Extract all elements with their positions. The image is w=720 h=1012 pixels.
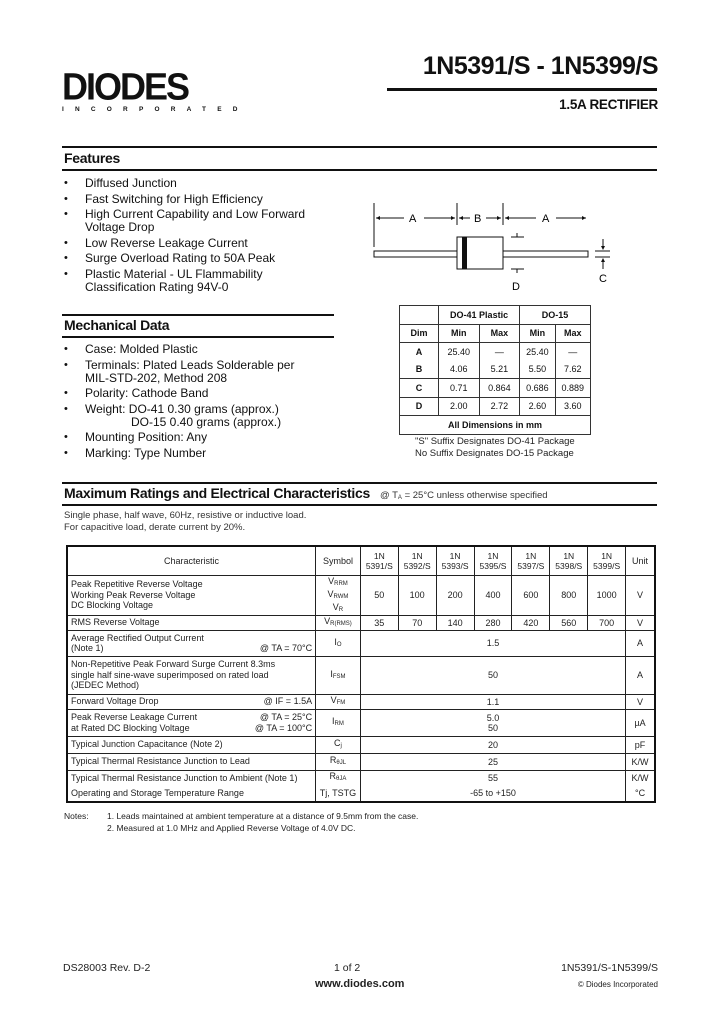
dim-label-d: D [512, 281, 520, 293]
symbol-cell [316, 615, 361, 630]
document-title: 1N5391/S - 1N5399/S [422, 52, 658, 80]
package-notes [415, 436, 575, 460]
value-cell: 600 [512, 575, 550, 615]
unit-cell: A [626, 630, 655, 656]
symbol [319, 695, 357, 708]
dim-label-c: C [599, 273, 607, 285]
characteristic-text: Forward Voltage Drop [71, 696, 159, 707]
table-row: B 4.06 5.21 5.50 7.62 [400, 361, 591, 379]
condition-text: @ TA = 70°C [259, 643, 313, 653]
col-header-dim: Dim [400, 324, 439, 343]
ratings-table [66, 545, 656, 803]
list-item: • Low Reverse Leakage Current [64, 237, 344, 250]
symbol-cell [316, 736, 361, 753]
symbol-cell [316, 709, 361, 736]
symbol [319, 738, 357, 751]
characteristic-cell [67, 694, 316, 709]
header-symbol: Symbol [316, 546, 361, 575]
part-prefix: 1N [563, 550, 575, 561]
table-row [67, 656, 655, 694]
header-part-5399-s [588, 546, 626, 575]
footer-website-link[interactable]: www.diodes.com [315, 978, 405, 990]
characteristic-line [71, 712, 312, 723]
symbol-cell [316, 575, 361, 615]
symbol-sub: FSM [332, 673, 346, 680]
table-row: C 0.71 0.864 0.686 0.889 [400, 379, 591, 398]
table-row [67, 575, 655, 615]
dim-label-a-right: A [542, 213, 550, 225]
characteristic-text: RMS Reverse Voltage [71, 617, 160, 628]
symbol-main: R [329, 755, 337, 765]
condition-text: @ TA = 25°C [259, 712, 313, 722]
list-item: • Plastic Material - UL Flammability Classification Rating 94V-0 [64, 268, 344, 294]
condition-text: @ IF = 1.5A [263, 696, 313, 707]
header-unit: Unit [626, 546, 655, 575]
col-header-max: Max [555, 324, 590, 343]
symbol [319, 771, 357, 784]
value-cell-span: -65 to +150 [360, 785, 625, 802]
group-header-do15: DO-15 [520, 306, 591, 325]
part-number: 5393/S [441, 560, 469, 571]
characteristic-text: Peak Repetitive Reverse Voltage [71, 579, 203, 590]
features-rule-bottom [62, 169, 657, 171]
characteristic-text: Non-Repetitive Peak Forward Surge Current 8.3ms [71, 659, 276, 670]
symbol-sub: RM [334, 721, 344, 727]
dim-label-b: B [474, 213, 482, 225]
list-item: • Case: Molded Plastic [64, 343, 344, 356]
characteristic-cell [67, 656, 316, 694]
characteristic-line [71, 696, 312, 707]
ratings-heading [64, 485, 548, 501]
characteristic-cell [67, 785, 316, 802]
characteristic-cell [67, 630, 316, 656]
value-cell: 400 [474, 575, 512, 615]
characteristic-text: at Rated DC Blocking Voltage [71, 722, 190, 733]
features-rule-top [62, 146, 657, 148]
footer-part-range: 1N5391/S-1N5399/S [561, 962, 658, 974]
dimensions-table [399, 305, 591, 435]
value-cell-span: 20 [360, 736, 625, 753]
header-part-5395-s [474, 546, 512, 575]
list-item: • High Current Capability and Low Forward Voltage Drop [64, 208, 344, 234]
symbol-sub: R(RMS) [330, 621, 352, 627]
unit-cell: K/W [626, 770, 655, 785]
characteristic-cell [67, 770, 316, 785]
header-part-5392-s [398, 546, 436, 575]
condition-text: @ TA = 100°C [254, 722, 313, 733]
part-prefix: 1N [411, 550, 423, 561]
table-row [67, 694, 655, 709]
symbol: Tj, TSTG [319, 788, 357, 798]
list-item: • Marking: Type Number [64, 447, 344, 460]
ratings-rule-top [62, 482, 657, 484]
symbol [319, 716, 357, 729]
list-item: • Fast Switching for High Efficiency [64, 193, 344, 206]
ratings-title: Maximum Ratings and Electrical Characteristics [64, 485, 370, 501]
value-cell-span [360, 709, 625, 736]
part-prefix: 1N [525, 550, 537, 561]
table-row [67, 630, 655, 656]
dim-label-a-left: A [409, 213, 417, 225]
title-rule [387, 88, 657, 91]
symbol-cell [316, 753, 361, 770]
table-row [67, 753, 655, 770]
value-cell: 280 [474, 615, 512, 630]
value-cell: 200 [436, 575, 474, 615]
symbol [319, 669, 357, 682]
value-cell-span: 50 [360, 656, 625, 694]
value-cell: 800 [550, 575, 588, 615]
characteristic-text: Working Peak Reverse Voltage [71, 589, 196, 600]
characteristic-cell [67, 753, 316, 770]
value-cell: 420 [512, 615, 550, 630]
characteristic-text: DC Blocking Voltage [71, 600, 154, 611]
value-cell: 100 [398, 575, 436, 615]
value-cell: 50 [360, 575, 398, 615]
characteristic-cell [67, 615, 316, 630]
value-cell: 70 [398, 615, 436, 630]
notes-section [64, 811, 418, 834]
symbol-main: R [329, 771, 337, 782]
unit-cell: A [626, 656, 655, 694]
characteristic-text: (JEDEC Method) [71, 680, 140, 691]
symbol-main: V [324, 616, 331, 626]
symbol-main: I [330, 668, 333, 679]
symbol-cell [316, 785, 361, 802]
footer-page: 1 of 2 [334, 962, 361, 974]
document-subtitle: 1.5A RECTIFIER [559, 97, 658, 112]
unit-cell: V [626, 615, 655, 630]
unit-cell: K/W [626, 753, 655, 770]
footer-doc-id: DS28003 Rev. D-2 [63, 962, 151, 974]
table-row [67, 785, 655, 802]
symbol [319, 589, 357, 602]
symbol-sub: j [340, 743, 342, 749]
part-number: 5397/S [517, 560, 545, 571]
symbol-main: V [332, 601, 339, 612]
list-item: • Terminals: Plated Leads Solderable per MIL-STD-202, Method 208 [64, 359, 344, 385]
symbol-sub: RWM [333, 593, 349, 600]
part-prefix: 1N [373, 550, 385, 561]
unit-cell: °C [626, 785, 655, 802]
logo-subtext: INCORPORATED [62, 106, 249, 113]
col-header-min: Min [439, 324, 480, 343]
part-number: 5392/S [403, 560, 431, 571]
header-part-5391-s [360, 546, 398, 575]
features-list [64, 177, 344, 296]
characteristic-cell [67, 575, 316, 615]
symbol-main: V [328, 575, 335, 586]
symbol-sub: RRM [334, 580, 348, 587]
symbol-main: V [327, 588, 334, 599]
value-cell: 1000 [588, 575, 626, 615]
do41-package-diagram [360, 195, 630, 295]
value: 5.0 [486, 712, 500, 723]
value-cell-span: 25 [360, 753, 625, 770]
part-number: 5398/S [555, 560, 583, 571]
characteristic-text: Typical Thermal Resistance Junction to Lead [71, 756, 250, 767]
value-cell-span: 1.5 [360, 630, 625, 656]
symbol-sub: FM [336, 700, 346, 706]
symbol-main: C [334, 738, 341, 748]
characteristic-text: single half sine-wave superimposed on rated load [71, 669, 269, 680]
notes-label: Notes: [64, 811, 89, 821]
value-cell-span: 1.1 [360, 694, 625, 709]
table-row [67, 615, 655, 630]
col-header-min: Min [520, 324, 555, 343]
table-row: A 25.40 — 25.40 — [400, 343, 591, 361]
value-cell: 700 [588, 615, 626, 630]
part-number: 5395/S [479, 560, 507, 571]
features-title: Features [64, 150, 120, 166]
unit-cell: V [626, 694, 655, 709]
characteristic-text: Operating and Storage Temperature Range [71, 787, 244, 798]
symbol-sub: R [338, 606, 344, 613]
table-row: D 2.00 2.72 2.60 3.60 [400, 397, 591, 416]
symbol-sub: θJA [336, 776, 347, 783]
value-cell: 560 [550, 615, 588, 630]
value: 50 [487, 722, 498, 733]
symbol-cell [316, 770, 361, 785]
package-note-s-suffix: "S" Suffix Designates DO-41 Package [415, 436, 575, 447]
table-row [67, 709, 655, 736]
list-item: • Polarity: Cathode Band [64, 387, 344, 400]
part-number: 5399/S [593, 560, 621, 571]
characteristic-line [71, 723, 312, 734]
list-item: • Diffused Junction [64, 177, 344, 190]
unit-cell: pF [626, 736, 655, 753]
mechanical-rule-top [62, 314, 334, 316]
list-item: • Weight: DO-41 0.30 grams (approx.) DO-15 0.40 grams (approx.) [64, 403, 344, 429]
header-characteristic: Characteristic [67, 546, 316, 575]
value-cell-span: 55 [360, 770, 625, 785]
symbol-main: I [334, 636, 337, 647]
symbol-sub: θJL [336, 760, 347, 766]
mechanical-rule-bottom [62, 336, 334, 338]
symbol-sub: O [336, 641, 342, 648]
symbol-cell [316, 630, 361, 656]
symbol-cell [316, 694, 361, 709]
ratings-condition: @ $T_A = 25^\circ C$ unless otherwise specified [380, 490, 548, 501]
characteristic-text: (Note 1) [71, 643, 104, 653]
mechanical-title: Mechanical Data [64, 317, 170, 333]
symbol-main: V [330, 695, 337, 705]
symbol-cell [316, 656, 361, 694]
characteristic-line [71, 643, 312, 654]
header-part-5393-s [436, 546, 474, 575]
symbol [319, 755, 357, 768]
characteristic-text: Typical Junction Capacitance (Note 2) [71, 739, 223, 750]
part-prefix: 1N [449, 550, 461, 561]
dimensions-footer: All Dimensions in mm [400, 416, 591, 435]
note-1: 1. Leads maintained at ambient temperature at a distance of 9.5mm from the case. [107, 811, 419, 821]
symbol [319, 637, 357, 650]
mechanical-list [64, 343, 344, 462]
characteristic-cell [67, 709, 316, 736]
group-header-do41: DO-41 Plastic [439, 306, 520, 325]
part-prefix: 1N [487, 550, 499, 561]
symbol [319, 616, 357, 629]
symbol-main: I [332, 716, 335, 726]
unit-cell: V [626, 575, 655, 615]
characteristic-cell [67, 736, 316, 753]
logo-wordmark: DIODES [62, 64, 189, 108]
list-item: • Surge Overload Rating to 50A Peak [64, 252, 344, 265]
symbol [319, 576, 357, 589]
ratings-intro: Single phase, half wave, 60Hz, resistive or inductive load. For capacitive load, derate current by 20%. [64, 510, 307, 533]
table-row [67, 770, 655, 785]
package-note-no-suffix: No Suffix Designates DO-15 Package [415, 448, 574, 459]
part-prefix: 1N [601, 550, 613, 561]
note-2: 2. Measured at 1.0 MHz and Applied Reverse Voltage of 4.0V DC. [107, 822, 356, 833]
table-row [67, 736, 655, 753]
footer-copyright: © Diodes Incorporated [577, 980, 658, 989]
unit-cell: µA [626, 709, 655, 736]
col-header-max: Max [479, 324, 520, 343]
header-part-5398-s [550, 546, 588, 575]
value-cell: 35 [360, 615, 398, 630]
value-cell: 140 [436, 615, 474, 630]
diodes-logo [62, 64, 249, 113]
header-part-5397-s [512, 546, 550, 575]
part-number: 5391/S [365, 560, 393, 571]
list-item: • Mounting Position: Any [64, 431, 344, 444]
characteristic-text: Peak Reverse Leakage Current [71, 712, 198, 722]
ratings-rule-bottom [62, 504, 657, 506]
symbol [319, 602, 357, 615]
characteristic-text: Average Rectified Output Current [71, 632, 204, 643]
characteristic-text: Typical Thermal Resistance Junction to Ambient (Note 1) [71, 772, 298, 783]
